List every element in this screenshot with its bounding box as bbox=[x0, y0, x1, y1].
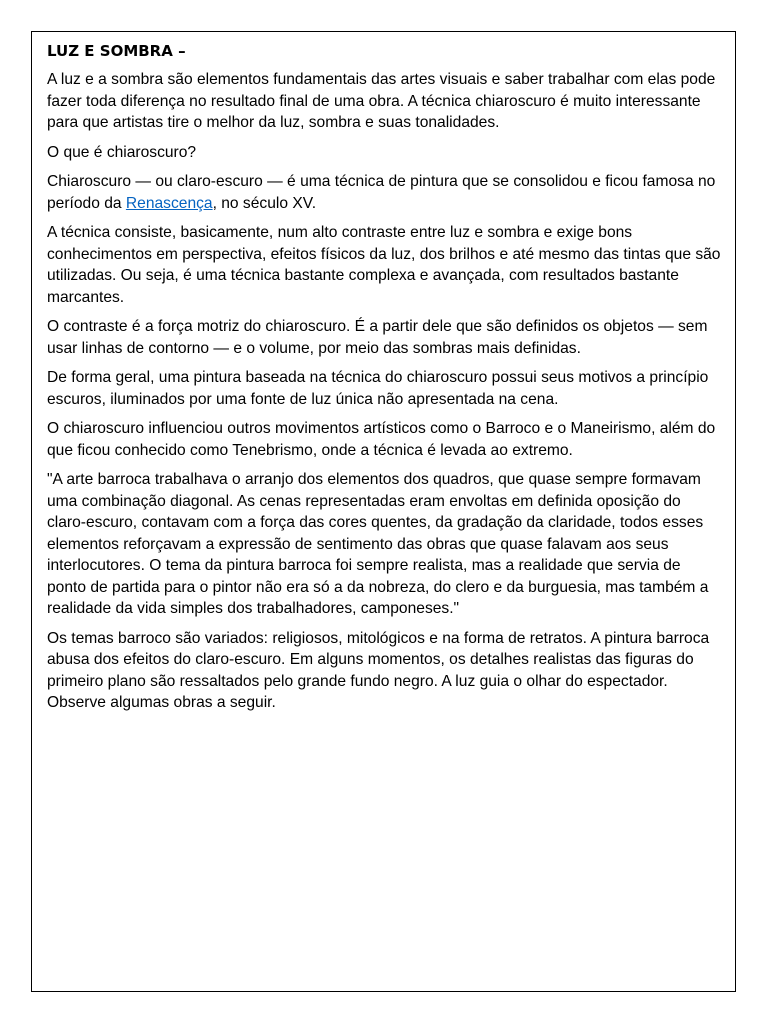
paragraph-intro: A luz e a sombra são elementos fundamentais das artes visuais e saber trabalhar com elas pode fazer toda diferença no resultado final de uma obra. A técnica chiaroscuro é muito interessante para que artistas tire o melhor da luz, sombra e suas tonalidades. bbox=[47, 71, 716, 131]
paragraph-definition bbox=[47, 171, 723, 214]
paragraph-general: De forma geral, uma pintura baseada na técnica do chiaroscuro possui seus motivos a princípio escuros, iluminados por uma fonte de luz única não apresentada na cena. bbox=[47, 369, 709, 408]
paragraph-technique: A técnica consiste, basicamente, num alto contraste entre luz e sombra e exige bons conhecimentos em perspectiva, efeitos físicos da luz, dos brilhos e até mesmo das tintas que são utilizadas. Ou seja, é uma técnica bastante complexa e avançada, com resultados bastante marcantes. bbox=[47, 224, 721, 306]
document-frame bbox=[31, 31, 736, 992]
paragraph-influence: O chiaroscuro influenciou outros movimentos artísticos como o Barroco e o Maneirismo, além do que ficou conhecido como Tenebrismo, onde a técnica é levada ao extremo. bbox=[47, 420, 716, 459]
paragraph-definition-text: Chiaroscuro — ou claro-escuro — é uma técnica de pintura que se consolidou e ficou famosa no período da bbox=[47, 173, 716, 212]
document-title: LUZ E SOMBRA – bbox=[47, 42, 186, 60]
paragraph-themes: Os temas barroco são variados: religiosos, mitológicos e na forma de retratos. A pintura barroca abusa dos efeitos do claro-escuro. Em alguns momentos, os detalhes realistas das figuras do primeiro plano são ressaltados pelo grande fundo negro. A luz guia o olhar do espectador. Observe algumas obras a seguir. bbox=[47, 629, 710, 711]
question-heading: O que é chiaroscuro? bbox=[47, 143, 197, 161]
paragraph-definition-tail: , no século XV. bbox=[212, 194, 317, 212]
document-body bbox=[47, 41, 723, 722]
renascenca-link[interactable]: Renascença bbox=[125, 194, 213, 212]
paragraph-quote: "A arte barroca trabalhava o arranjo dos elementos dos quadros, que quase sempre formavam uma combinação diagonal. As cenas representadas eram envoltas em definida oposição do claro-escuro, contavam com a força das cores quentes, da gradação da claridade, todos esses elementos reforçavam a expressão de sentimento das obras que quase falavam aos seus interlocutores. O tema da pintura barroca foi sempre realista, mas a realidade que servia de ponto de partida para o pintor não era só a da nobreza, do clero e da burguesia, mas também a realidade da vida simples dos trabalhadores, camponeses." bbox=[47, 471, 709, 617]
paragraph-contrast: O contraste é a força motriz do chiaroscuro. É a partir dele que são definidos os objetos — sem usar linhas de contorno — e o volume, por meio das sombras mais definidas. bbox=[47, 318, 708, 357]
